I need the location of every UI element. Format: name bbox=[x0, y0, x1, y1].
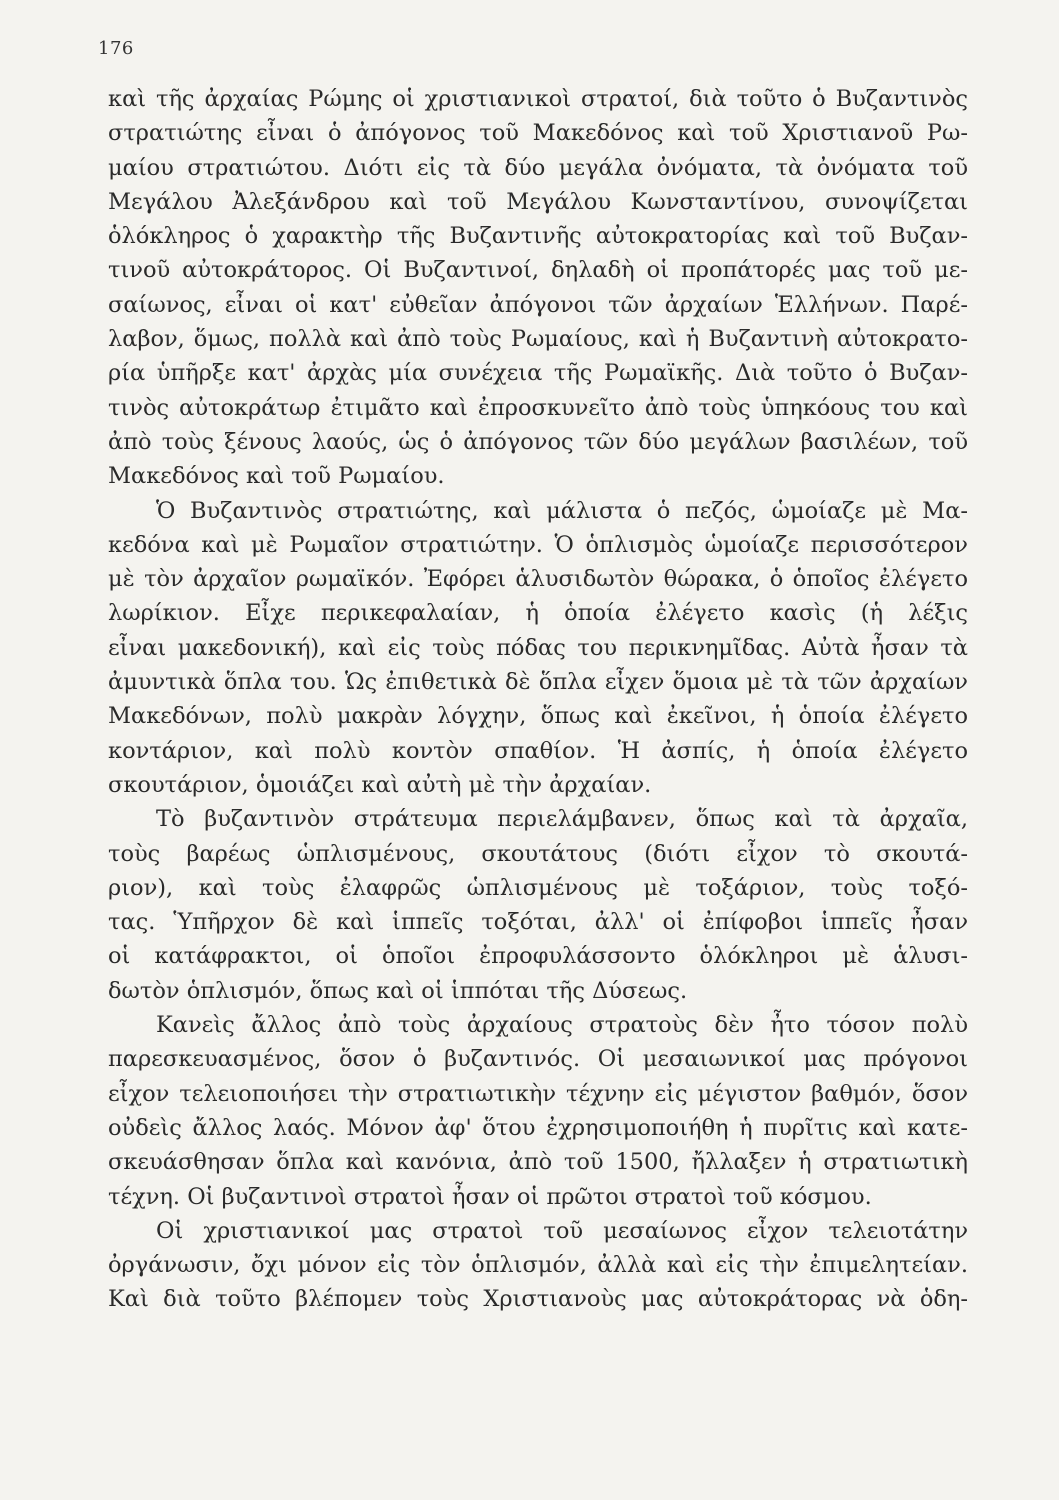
paragraph bbox=[108, 88, 968, 500]
paragraph bbox=[108, 1014, 968, 1220]
text-line: δωτὸν ὁπλισμόν, ὅπως καὶ οἱ ἱππόται τῆς Δύσεως. bbox=[108, 977, 688, 1004]
body-text bbox=[108, 88, 968, 1323]
text-line: Κανεὶς ἄλλος ἀπὸ τοὺς ἀρχαίους στρατοὺς δὲν ἦτο τόσον πολὺ bbox=[156, 1012, 968, 1039]
text-line: οὐδεὶς ἄλλος λαός. Μόνον ἀφ' ὅτου ἐχρησιμοποιήθη ἡ πυρῖτις καὶ κατε- bbox=[108, 1114, 968, 1141]
text-line: Ὁ Βυζαντινὸς στρατιώτης, καὶ μάλιστα ὁ πεζός, ὡμοίαζε μὲ Μα- bbox=[156, 497, 968, 524]
text-line: λωρίκιον. Εἶχε περικεφαλαίαν, ἡ ὁποία ἐλέγετο κασὶς (ἡ λέξις bbox=[108, 600, 968, 627]
text-line: στρατιώτης εἶναι ὁ ἀπόγονος τοῦ Μακεδόνος καὶ τοῦ Χριστιανοῦ Ρω- bbox=[108, 120, 968, 147]
text-line: ὁλόκληρος ὁ χαρακτὴρ τῆς Βυζαντινῆς αὐτοκρατορίας καὶ τοῦ Βυζαν- bbox=[108, 223, 968, 250]
text-line: καὶ τῆς ἀρχαίας Ρώμης οἱ χριστιανικοὶ στρατοί, διὰ τοῦτο ὁ Βυζαντινὸς bbox=[108, 86, 968, 112]
paragraph bbox=[108, 1217, 968, 1323]
text-line: τινὸς αὐτοκράτωρ ἐτιμᾶτο καὶ ἐπροσκυνεῖτο ἀπὸ τοὺς ὑπηκόους του καὶ bbox=[108, 394, 968, 421]
text-line: λαβον, ὅμως, πολλὰ καὶ ἀπὸ τοὺς Ρωμαίους, καὶ ἡ Βυζαντινὴ αὐτοκρατο- bbox=[108, 326, 968, 353]
text-line: εἶναι μακεδονική), καὶ εἰς τοὺς πόδας του περικνημῖδας. Αὐτὰ ἦσαν τὰ bbox=[108, 634, 968, 661]
text-line: τας. Ὑπῆρχον δὲ καὶ ἱππεῖς τοξόται, ἀλλ' οἱ ἐπίφοβοι ἱππεῖς ἦσαν bbox=[108, 909, 968, 936]
text-line: οἱ κατάφρακτοι, οἱ ὁποῖοι ἐπροφυλάσσοντο ὁλόκληροι μὲ ἁλυσι- bbox=[108, 943, 968, 970]
paragraph bbox=[108, 808, 968, 1014]
text-line: τέχνη. Οἱ βυζαντινοὶ στρατοὶ ἦσαν οἱ πρῶτοι στρατοὶ τοῦ κόσμου. bbox=[108, 1183, 872, 1210]
text-line: σκευάσθησαν ὅπλα καὶ κανόνια, ἀπὸ τοῦ 1500, ἤλλαξεν ἡ στρατιωτικὴ bbox=[108, 1149, 968, 1176]
text-line: ρία ὑπῆρξε κατ' ἀρχὰς μία συνέχεια τῆς Ρωμαϊκῆς. Διὰ τοῦτο ὁ Βυζαν- bbox=[108, 360, 968, 387]
text-line: Μεγάλου Ἀλεξάνδρου καὶ τοῦ Μεγάλου Κωνσταντίνου, συνοψίζεται bbox=[108, 188, 968, 215]
text-line: Οἱ χριστιανικοί μας στρατοὶ τοῦ μεσαίωνος εἶχον τελειοτάτην bbox=[156, 1217, 968, 1244]
text-line: Τὸ βυζαντινὸν στράτευμα περιελάμβανεν, ὅπως καὶ τὰ ἀρχαῖα, bbox=[156, 806, 968, 833]
text-line: ὀργάνωσιν, ὄχι μόνον εἰς τὸν ὁπλισμόν, ἀλλὰ καὶ εἰς τὴν ἐπιμελητείαν. bbox=[108, 1252, 968, 1279]
text-line: σαίωνος, εἶναι οἱ κατ' εὐθεῖαν ἀπόγονοι τῶν ἀρχαίων Ἑλλήνων. Παρέ- bbox=[108, 291, 968, 318]
text-line: ἀπὸ τοὺς ξένους λαούς, ὡς ὁ ἀπόγονος τῶν δύο μεγάλων βασιλέων, τοῦ bbox=[108, 428, 968, 455]
text-line: κοντάριον, καὶ πολὺ κοντὸν σπαθίον. Ἡ ἀσπίς, ἡ ὁποία ἐλέγετο bbox=[108, 737, 968, 764]
paragraph bbox=[108, 497, 968, 809]
text-line: μαίου στρατιώτου. Διότι εἰς τὰ δύο μεγάλα ὀνόματα, τὰ ὀνόματα τοῦ bbox=[108, 154, 968, 181]
text-line: Καὶ διὰ τοῦτο βλέπομεν τοὺς Χριστιανοὺς μας αὐτοκράτορας νὰ ὁδη- bbox=[108, 1286, 968, 1313]
text-line: εἶχον τελειοποιήσει τὴν στρατιωτικὴν τέχνην εἰς μέγιστον βαθμόν, ὅσον bbox=[108, 1080, 968, 1107]
text-line: Μακεδόνων, πολὺ μακρὰν λόγχην, ὅπως καὶ ἐκεῖνοι, ἡ ὁποία ἐλέγετο bbox=[108, 703, 968, 730]
text-line: τοὺς βαρέως ὡπλισμένους, σκουτάτους (διότι εἶχον τὸ σκουτά- bbox=[108, 840, 968, 867]
text-line: ἀμυντικὰ ὅπλα του. Ὡς ἐπιθετικὰ δὲ ὅπλα εἶχεν ὅμοια μὲ τὰ τῶν ἀρχαίων bbox=[108, 669, 968, 696]
text-line: σκουτάριον, ὁμοιάζει καὶ αὐτὴ μὲ τὴν ἀρχαίαν. bbox=[108, 771, 652, 798]
text-line: κεδόνα καὶ μὲ Ρωμαῖον στρατιώτην. Ὁ ὁπλισμὸς ὡμοίαζε περισσότερον bbox=[108, 531, 968, 558]
text-line: μὲ τὸν ἀρχαῖον ρωμαϊκόν. Ἐφόρει ἁλυσιδωτὸν θώρακα, ὁ ὁποῖος ἐλέγετο bbox=[108, 566, 968, 593]
text-line: ριον), καὶ τοὺς ἐλαφρῶς ὡπλισμένους μὲ τοξάριον, τοὺς τοξό- bbox=[108, 874, 968, 901]
text-line: Μακεδόνος καὶ τοῦ Ρωμαίου. bbox=[108, 463, 445, 490]
text-line: παρεσκευασμένος, ὅσον ὁ βυζαντινός. Οἱ μεσαιωνικοί μας πρόγονοι bbox=[108, 1046, 968, 1073]
text-line: τινοῦ αὐτοκράτορος. Οἱ Βυζαντινοί, δηλαδὴ οἱ προπάτορές μας τοῦ με- bbox=[108, 257, 968, 284]
page-number: 176 bbox=[98, 38, 134, 59]
